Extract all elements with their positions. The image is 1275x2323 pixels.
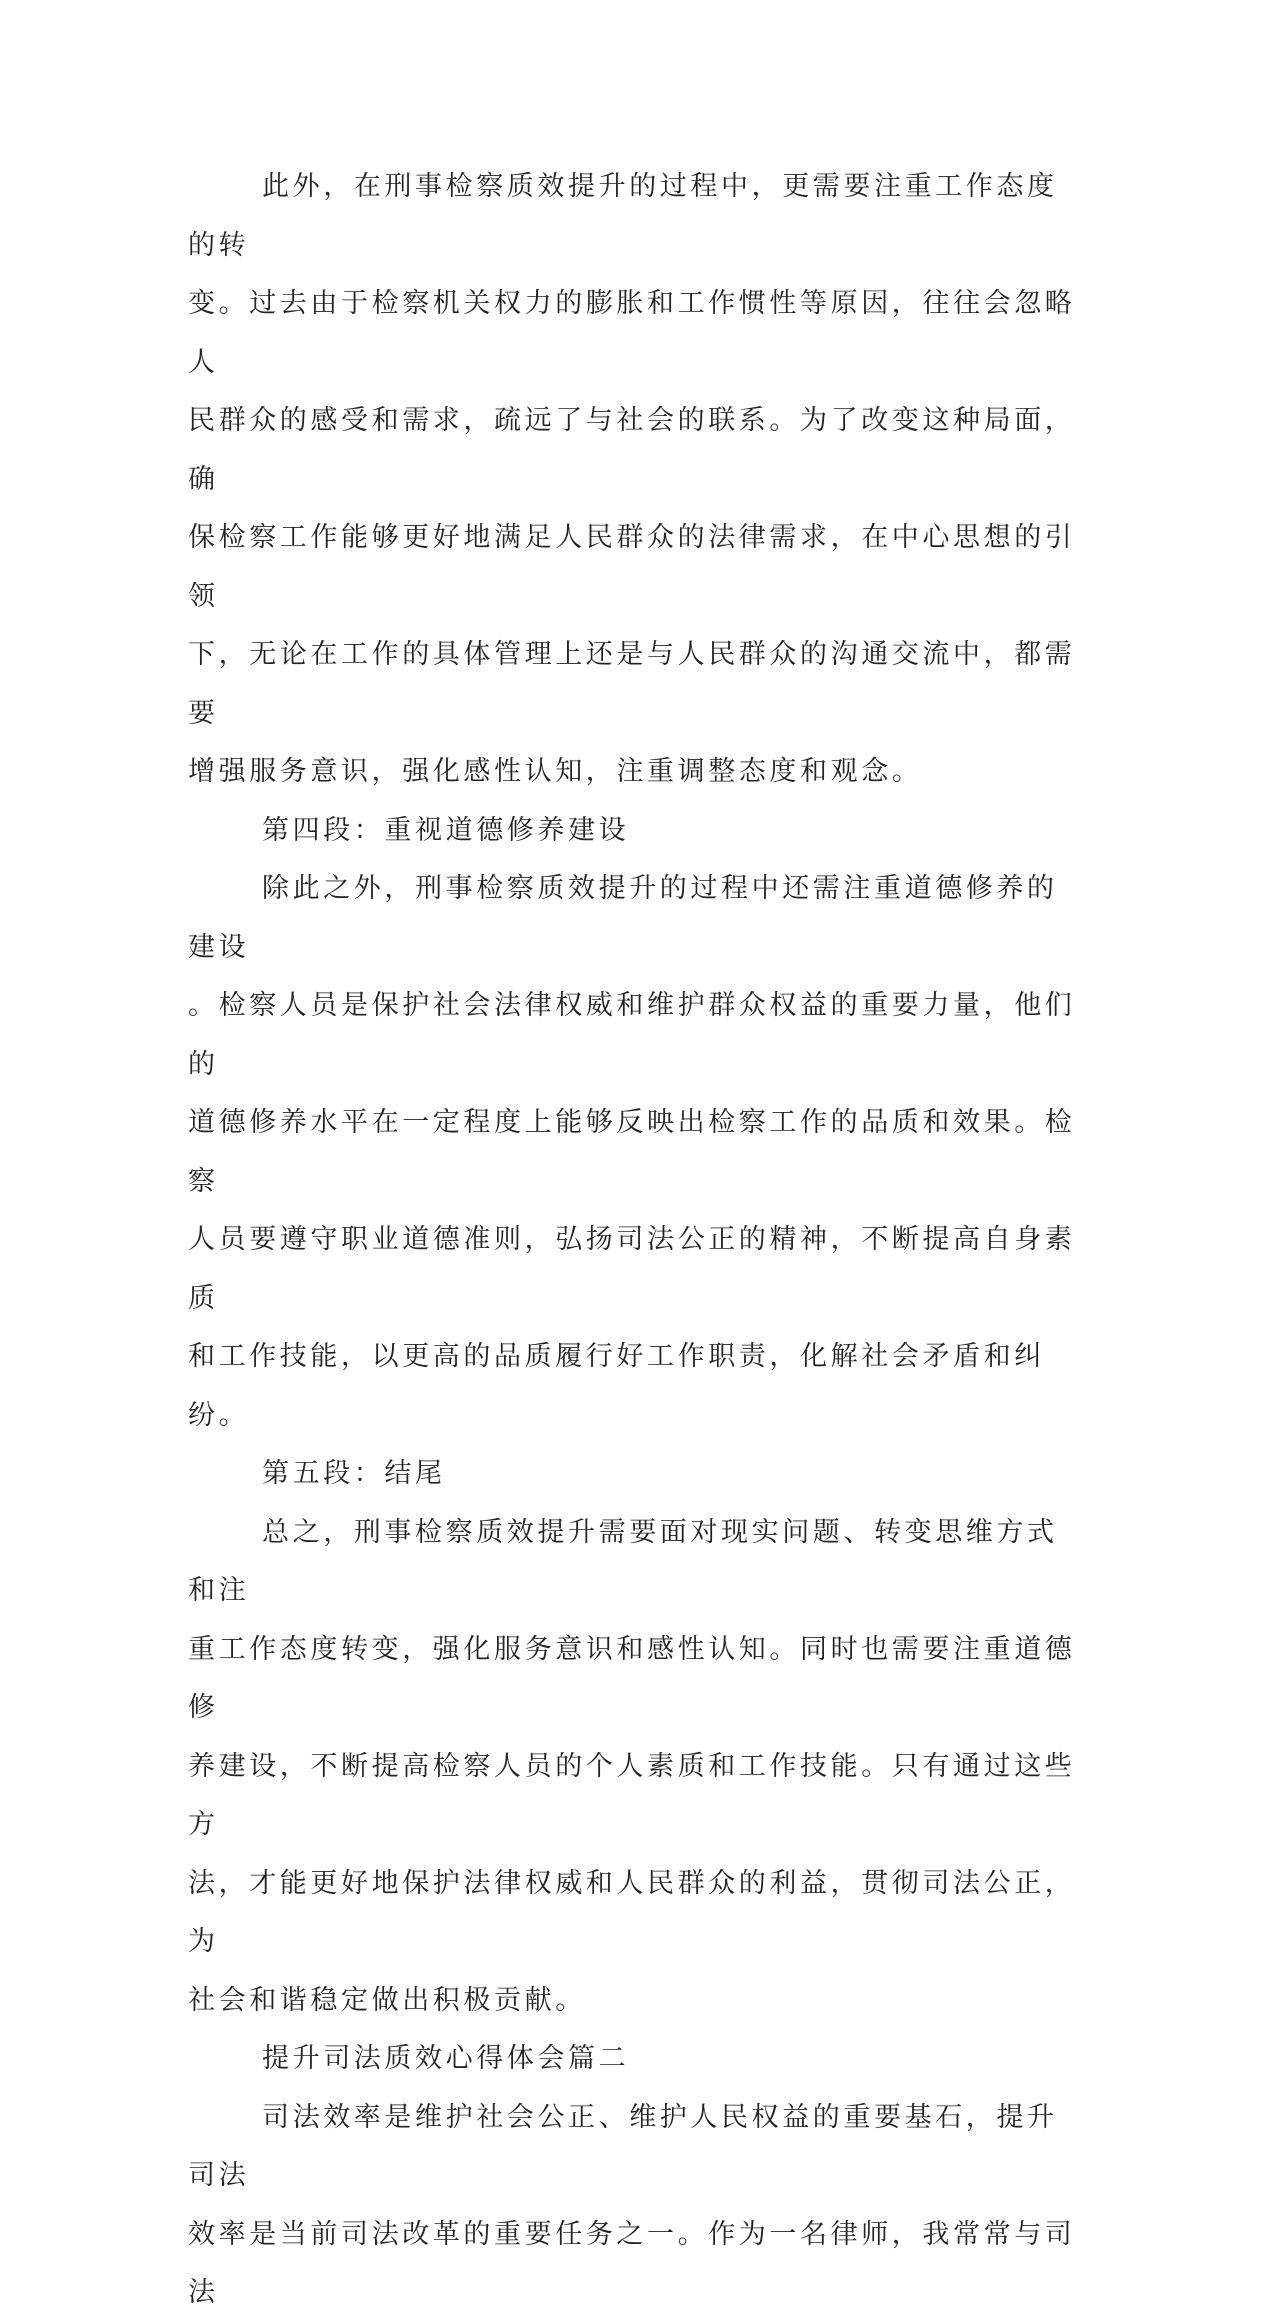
paragraph-attitude-change: 此外，在刑事检察质效提升的过程中，更需要注重工作态度的转 变。过去由于检察机关权力的膨胀和工作惯性等原因，往往会忽略人 民群众的感受和需求，疏远了与社会的联系。为了改变这种局面，确 保检察工作能够更好地满足人民群众的法律需求，在中心思想的引领 下，无论在工作的具体管理上还是与人民群众的沟通交流中，都需要 增强服务意识，强化感性认知，注重调整态度和观念。 (188, 171, 1076, 787)
article-title-part-two: 提升司法质效心得体会篇二 (262, 2043, 630, 2074)
section-heading-4: 第四段：重视道德修养建设 (262, 814, 630, 846)
paragraph-judicial-efficiency: 司法效率是维护社会公正、维护人民权益的重要基石，提升司法 效率是当前司法改革的重要任务之一。作为一名律师，我常常与司法 (188, 2101, 1076, 2308)
section-heading-5: 第五段：结尾 (262, 1458, 446, 1489)
paragraph-moral-cultivation: 除此之外，刑事检察质效提升的过程中还需注重道德修养的建设 。检察人员是保护社会法律权威和维护群众权益的重要力量，他们的 道德修养水平在一定程度上能够反映出检察工作的品质和效果。检察 人员要遵守职业道德准则，弘扬司法公正的精神，不断提高自身素质 和工作技能，以更高的品质履行好工作职责，化解社会矛盾和纠纷。 (188, 873, 1076, 1431)
document-body (188, 158, 1088, 2323)
paragraph-conclusion: 总之，刑事检察质效提升需要面对现实问题、转变思维方式和注 重工作态度转变，强化服务意识和感性认知。同时也需要注重道德修 养建设，不断提高检察人员的个人素质和工作技能。只有通过这些方 法，才能更好地保护法律权威和人民群众的利益，贯彻司法公正，为 社会和谐稳定做出积极贡献。 (188, 1516, 1076, 2016)
